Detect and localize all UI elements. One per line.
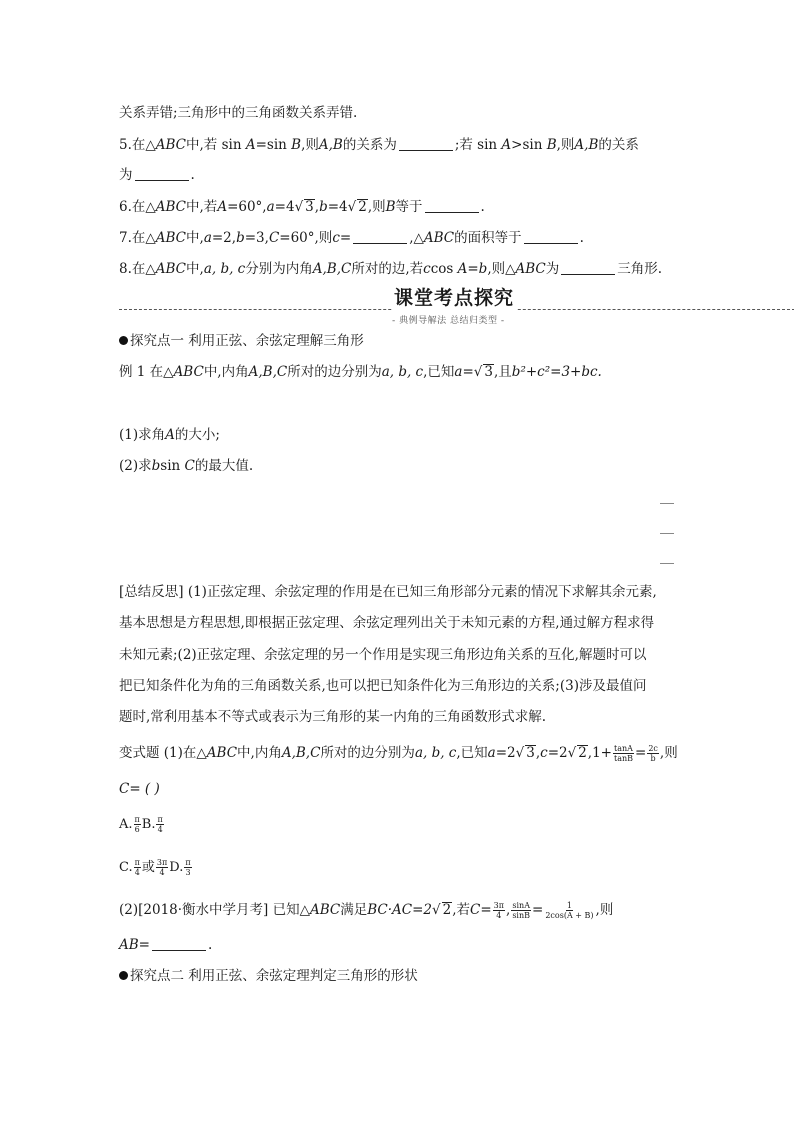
var: C bbox=[184, 458, 195, 474]
ex-text: ,且 bbox=[494, 364, 512, 380]
q8-text: 三角形. bbox=[617, 261, 663, 277]
variant-2-answer-line bbox=[119, 935, 212, 955]
summary-line: [总结反思] (1)正弦定理、余弦定理的作用是在已知三角形部分元素的情况下求解其余元素, bbox=[119, 584, 657, 600]
q7-text: =3, bbox=[244, 230, 269, 246]
var: A,B,C bbox=[312, 261, 352, 277]
q5-text: ,则 bbox=[301, 137, 319, 153]
q7-text: ,△ bbox=[409, 230, 424, 246]
fraction bbox=[156, 858, 168, 877]
text-line: 关系弄错;三角形中的三角函数关系弄错. bbox=[119, 105, 358, 121]
var: ABC bbox=[155, 199, 187, 215]
radicand: 3 bbox=[484, 364, 493, 380]
variant-1-answer-line: C= ( ) bbox=[119, 781, 160, 797]
q5-text: ;若 sin bbox=[454, 137, 502, 153]
v-text: ,已知 bbox=[456, 745, 488, 761]
q7-text: = bbox=[339, 230, 352, 246]
answer-blank bbox=[353, 229, 407, 244]
v-text: 变式题 (1)在△ bbox=[119, 745, 207, 761]
v-text: =2 bbox=[547, 745, 568, 761]
q5-text: 5.在△ bbox=[119, 137, 156, 153]
sq-text: 的大小; bbox=[174, 427, 220, 443]
heading-text: 探究点一 利用正弦、余弦定理解三角形 bbox=[130, 333, 364, 349]
ex-text: 例 1 在△ bbox=[119, 364, 174, 380]
v-text: 满足 bbox=[340, 902, 368, 918]
q8-text: 所对的边,若 bbox=[351, 261, 424, 277]
q5-text: 为 bbox=[119, 167, 133, 183]
denominator: tanB bbox=[614, 754, 634, 763]
variant-2: (2)[2018·衡水中学月考] 已知△ABC满足BC·AC=2√ 2,若C= $\frac{3\pi}{4}$ , $\frac{\sin A}{\sin B}$ = $\frac{1}{2\cos(A + B)}$ ,则 bbox=[119, 901, 614, 920]
q7-text: 7.在△ bbox=[119, 230, 156, 246]
q5-text: . bbox=[190, 167, 195, 183]
var: a bbox=[454, 364, 463, 380]
var: A,B,C bbox=[281, 745, 321, 761]
numerator: sinA bbox=[512, 901, 530, 910]
q7-text: =60°,则 bbox=[279, 230, 333, 246]
var: A bbox=[245, 137, 256, 153]
ex-text: 中,内角 bbox=[203, 364, 249, 380]
option-label: B. bbox=[141, 817, 156, 832]
var: c bbox=[332, 230, 340, 246]
var: ABC bbox=[423, 230, 455, 246]
numerator: 1 bbox=[566, 901, 572, 910]
answer-blank bbox=[561, 260, 615, 275]
section-title: 课堂考点探究 bbox=[392, 283, 516, 310]
q6-text: =60°, bbox=[227, 199, 267, 215]
v-text: ,则 bbox=[659, 745, 678, 761]
q8-text: cos bbox=[430, 261, 458, 277]
question-6: 6.在△ABC中,若A=60°,a=4√ 3,b=4√ 2,则B等于 . bbox=[119, 199, 485, 215]
var: b bbox=[478, 261, 488, 277]
var: A,B,C bbox=[248, 364, 288, 380]
fraction bbox=[184, 858, 191, 877]
sq-text: (1)求角 bbox=[119, 427, 166, 443]
v-text: = bbox=[532, 902, 544, 918]
radicand: 3 bbox=[305, 199, 314, 215]
ex-text: ,已知 bbox=[423, 364, 455, 380]
radicand: 2 bbox=[442, 902, 452, 918]
bullet-icon bbox=[119, 336, 128, 345]
var: B bbox=[385, 199, 396, 215]
equation: b²+c²=3+bc. bbox=[511, 364, 602, 380]
var: ABC bbox=[515, 261, 546, 277]
numerator: π bbox=[185, 858, 191, 867]
var: a, b, c bbox=[414, 745, 457, 761]
denominator: 4 bbox=[496, 911, 502, 920]
q6-text: 6.在△ bbox=[119, 199, 156, 215]
fraction bbox=[511, 901, 531, 920]
summary-line: 基本思想是方程思想,即根据正弦定理、余弦定理列出关于未知元素的方程,通过解方程求得 bbox=[119, 615, 655, 631]
v-text: (2)[2018·衡水中学月考] 已知△ bbox=[119, 902, 310, 918]
v-text: , bbox=[506, 902, 511, 918]
q6-text: ,则 bbox=[367, 199, 386, 215]
var: ABC bbox=[155, 137, 187, 153]
fraction bbox=[156, 815, 163, 834]
var: A,B bbox=[574, 137, 599, 153]
summary-line: 未知元素;(2)正弦定理、余弦定理的另一个作用是实现三角形边角关系的互化,解题时可以 bbox=[119, 647, 647, 663]
var: A bbox=[165, 427, 175, 443]
option-label: A. bbox=[119, 817, 133, 832]
v-text: ,若 bbox=[452, 902, 471, 918]
radicand: 3 bbox=[526, 745, 535, 761]
numerator: 2c bbox=[648, 744, 658, 753]
q8-text: 8.在△ bbox=[119, 261, 156, 277]
options-AB bbox=[119, 815, 165, 835]
subquestion-2 bbox=[119, 456, 253, 476]
var: A,B bbox=[318, 137, 343, 153]
var: ABC bbox=[206, 745, 238, 761]
q8-text: 中, bbox=[186, 261, 204, 277]
subquestion-1 bbox=[119, 425, 220, 445]
sq-text: (2)求 bbox=[119, 458, 152, 474]
numerator: π bbox=[134, 858, 140, 867]
denominator: 3 bbox=[185, 868, 191, 877]
question-7: 7.在△ABC中,a=2,b=3,C=60°,则c= ,△ABC的面积等于 . bbox=[119, 230, 584, 246]
options-CD bbox=[119, 858, 193, 878]
denominator: b bbox=[650, 754, 656, 763]
part1-heading bbox=[119, 331, 364, 351]
q8-text: 分别为内角 bbox=[245, 261, 313, 277]
var: b bbox=[319, 199, 328, 215]
equation: C= bbox=[470, 902, 492, 918]
q5-text: 的关系 bbox=[598, 137, 639, 153]
denominator: 4 bbox=[157, 825, 163, 834]
q6-text: 等于 bbox=[395, 199, 423, 215]
var: a bbox=[203, 230, 212, 246]
answer-blank bbox=[135, 166, 189, 181]
v-text: , bbox=[535, 745, 541, 761]
q6-text: =4 bbox=[327, 199, 348, 215]
var: a, b, c bbox=[381, 364, 424, 380]
fraction bbox=[134, 815, 141, 834]
var: ABC bbox=[155, 261, 187, 277]
summary-line: 把已知条件化为角的三角函数关系,也可以把已知条件化为三角形边的关系;(3)涉及最值问 bbox=[119, 678, 647, 694]
sq-text: 的最大值. bbox=[194, 458, 254, 474]
v-text: ,1+ bbox=[587, 745, 612, 761]
radicand: 2 bbox=[578, 745, 587, 761]
fraction bbox=[544, 901, 594, 920]
var: ABC bbox=[173, 364, 204, 380]
denominator: 6 bbox=[134, 825, 140, 834]
q6-text: 中,若 bbox=[186, 199, 218, 215]
radicand: 2 bbox=[358, 199, 367, 215]
numerator: tanA bbox=[614, 744, 633, 753]
q8-text: ,则△ bbox=[487, 261, 516, 277]
variant-1: 变式题 (1)在△ABC中,内角A,B,C所对的边分别为a, b, c,已知a=2√ 3,c=2√ 2,1+ $\frac{\tan A}{\tan B}$ = $\frac{2c}{b}$ ,则 bbox=[119, 744, 678, 763]
denominator: 2cos(A + B) bbox=[545, 911, 594, 920]
bullet-icon bbox=[119, 971, 128, 980]
q5-text: >sin bbox=[511, 137, 547, 153]
numerator: π bbox=[134, 815, 140, 824]
var: B bbox=[291, 137, 302, 153]
var: C bbox=[268, 230, 280, 246]
q5-text: ,则 bbox=[556, 137, 575, 153]
answer-blank bbox=[425, 198, 479, 213]
q6-text: , bbox=[314, 199, 320, 215]
sq-text: sin bbox=[160, 458, 185, 474]
var: a bbox=[487, 745, 496, 761]
heading-text: 探究点二 利用正弦、余弦定理判定三角形的形状 bbox=[130, 968, 418, 984]
numerator: π bbox=[157, 815, 163, 824]
margin-dash bbox=[660, 533, 674, 534]
summary-line: 题时,常利用基本不等式或表示为三角形的某一内角的三角函数形式求解. bbox=[119, 709, 547, 725]
section-subtitle: - 典例导解法 总结归类型 - bbox=[392, 316, 505, 326]
equation: AB= bbox=[119, 937, 150, 953]
v-text: = bbox=[635, 745, 647, 761]
answer-blank bbox=[152, 936, 206, 951]
var: ABC bbox=[309, 902, 341, 918]
var: A bbox=[217, 199, 228, 215]
q5-text: 的关系为 bbox=[342, 137, 397, 153]
ex-text: = bbox=[462, 364, 474, 380]
v-text: ,则 bbox=[595, 902, 614, 918]
fraction bbox=[493, 901, 505, 920]
v-text: . bbox=[207, 937, 213, 953]
var: B bbox=[546, 137, 557, 153]
var: b bbox=[236, 230, 245, 246]
var: b bbox=[151, 458, 161, 474]
q7-text: 中, bbox=[186, 230, 204, 246]
v-text: =2 bbox=[495, 745, 516, 761]
answer-blank bbox=[399, 136, 453, 151]
fraction-2c-b bbox=[647, 744, 659, 763]
ex-text: 所对的边分别为 bbox=[287, 364, 382, 380]
denominator: 4 bbox=[134, 868, 140, 877]
fraction bbox=[134, 858, 141, 877]
var: a, b, c bbox=[203, 261, 246, 277]
q7-text: 的面积等于 bbox=[454, 230, 522, 246]
var: c bbox=[423, 261, 431, 277]
or-text: 或 bbox=[141, 860, 155, 875]
var: A bbox=[457, 261, 468, 277]
q5-text: 中,若 sin bbox=[186, 137, 246, 153]
answer-blank bbox=[524, 229, 578, 244]
var: c bbox=[540, 745, 548, 761]
question-5-cont bbox=[119, 165, 195, 185]
var: a bbox=[266, 199, 275, 215]
part2-heading bbox=[119, 966, 418, 986]
q7-text: =2, bbox=[211, 230, 237, 246]
v-text: 中,内角 bbox=[237, 745, 282, 761]
equation: BC·AC=2 bbox=[367, 902, 433, 918]
margin-dash bbox=[660, 503, 674, 504]
fraction-tanA-tanB bbox=[613, 744, 634, 763]
margin-dash bbox=[660, 563, 674, 564]
question-5 bbox=[119, 135, 639, 155]
denominator: sinB bbox=[512, 911, 531, 920]
example-1: 例 1 在△ABC中,内角A,B,C所对的边分别为a, b, c,已知a=√ 3,且b²+c²=3+bc. bbox=[119, 364, 602, 380]
numerator: 3π bbox=[156, 858, 168, 867]
option-label: D. bbox=[169, 860, 184, 875]
v-text: 所对的边分别为 bbox=[320, 745, 415, 761]
q8-text: = bbox=[467, 261, 479, 277]
var: A bbox=[501, 137, 512, 153]
option-label: C. bbox=[119, 860, 133, 875]
question-8 bbox=[119, 259, 662, 279]
numerator: 3π bbox=[493, 901, 505, 910]
q8-text: 为 bbox=[545, 261, 560, 277]
var: ABC bbox=[155, 230, 187, 246]
q5-text: =sin bbox=[255, 137, 292, 153]
denominator: 4 bbox=[159, 868, 165, 877]
q6-text: =4 bbox=[274, 199, 295, 215]
